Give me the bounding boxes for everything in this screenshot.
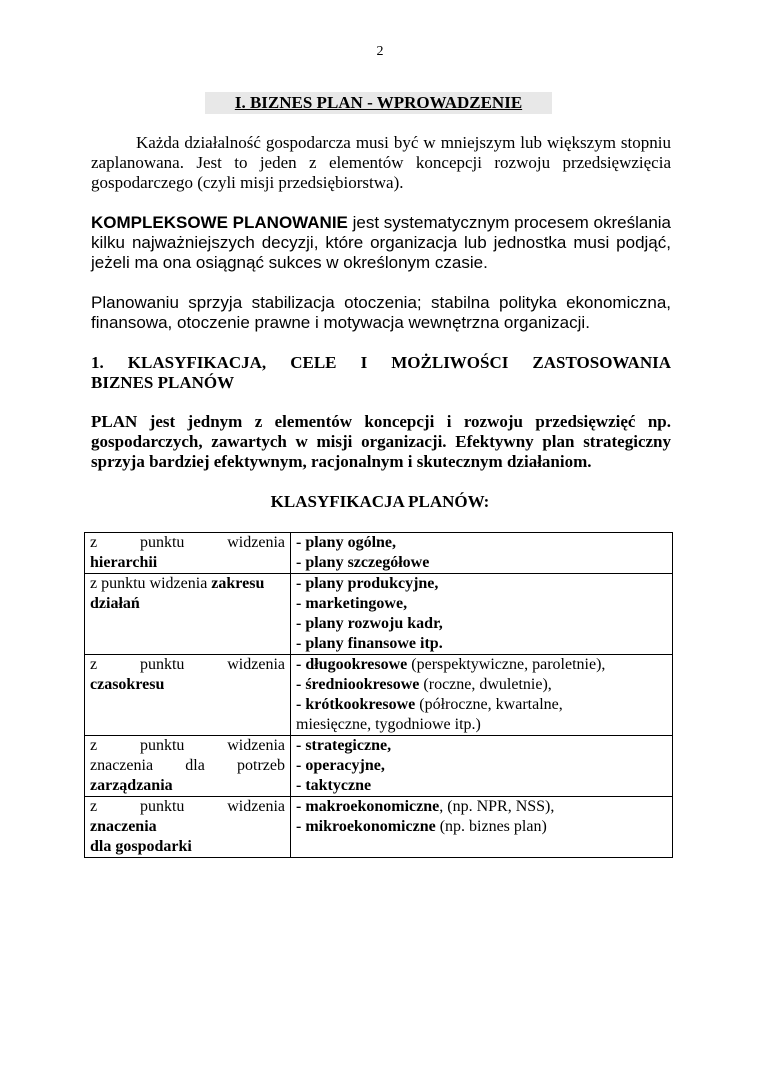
plan-type-item: - plany ogólne, [296,534,397,551]
plan-type-item: - mikroekonomiczne (np. biznes plan) [296,818,547,835]
row-criterion [85,574,291,655]
table-row [85,533,673,574]
planning-term: KOMPLEKSOWE PLANOWANIE [91,213,348,232]
plan-type-item: - plany szczegółowe [296,554,430,571]
criterion-bold: znaczenia [90,818,157,835]
plan-type-item: - plany produkcyjne, [296,575,439,592]
criterion-bold: zarządzania [90,777,173,794]
planning-text: jest systematycznym procesem określania kilku najważniejszych decyzji, które organizacja lub jednostka musi podjąć, jeżeli ma ona osiągnąć sukces w określonym czasie. [91,213,672,272]
plan-type-item: - długookresowe (perspektywiczne, paroletnie), [296,656,606,673]
row-criterion [85,736,291,797]
planning-paragraph [91,213,671,273]
criterion-word: dla [185,757,205,774]
page-title: I. BIZNES PLAN - WPROWADZENIE [205,92,552,114]
plan-type-item: - operacyjne, [296,757,385,774]
plan-type-item: - strategiczne, [296,737,392,754]
criterion-word: widzenia [227,737,285,754]
plan-type-item: - krótkookresowe (półroczne, kwartalne, [296,696,563,713]
criterion-word: punktu [139,534,185,551]
criterion-word: widzenia [227,534,285,551]
criterion-bold: zakresu [211,575,265,592]
table-row [85,574,673,655]
criterion-word: punktu [139,798,185,815]
criterion-word: punktu [139,737,185,754]
criterion-word: widzenia [227,656,285,673]
criterion-text: z punktu widzenia [90,575,212,592]
plan-type-item: - plany rozwoju kadr, [296,615,443,632]
criterion-word: z [90,534,98,551]
page-number: 2 [376,44,384,59]
row-plan-types [291,533,673,574]
classification-table [84,532,673,858]
table-row [85,655,673,736]
criterion-word: z [90,798,98,815]
row-plan-types [291,736,673,797]
row-criterion [85,533,291,574]
criterion-bold: czasokresu [90,676,165,693]
table-row [85,797,673,858]
criterion-word: widzenia [227,798,285,815]
criterion-bold: dla gospodarki [90,838,192,855]
plan-type-item: - plany finansowe itp. [296,635,443,652]
plan-definition-paragraph: PLAN jest jednym z elementów koncepcji i rozwoju przedsięwzięć np. gospodarczych, zawartych w misji organizacji. Efektywny plan strategiczny sprzyja bardziej efektywnym, racjonalnym i skutecznym działaniom. [91,412,671,471]
row-plan-types [291,574,673,655]
criterion-word: z [90,656,98,673]
section-heading-line1: 1. KLASYFIKACJA, CELE I MOŻLIWOŚCI ZASTOSOWANIA [91,353,671,372]
criterion-word: z [90,737,98,754]
table-title: KLASYFIKACJA PLANÓW: [270,492,490,511]
stabilization-paragraph: Planowaniu sprzyja stabilizacja otoczenia; stabilna polityka ekonomiczna, finansowa, otoczenie prawne i motywacja wewnętrzna organizacji. [91,293,671,332]
row-criterion [85,797,291,858]
plan-type-item: - średniookresowe (roczne, dwuletnie), [296,676,552,693]
row-plan-types [291,655,673,736]
criterion-bold: działań [90,595,140,612]
table-row [85,736,673,797]
intro-paragraph: Każda działalność gospodarcza musi być w mniejszym lub większym stopniu zaplanowana. Jest to jeden z elementów koncepcji rozwoju przedsięwzięcia gospodarczego (czyli misji przedsiębiorstwa). [91,133,671,192]
plan-type-item: - marketingowe, [296,595,408,612]
plan-type-item: miesięczne, tygodniowe itp.) [296,716,481,733]
criterion-word: potrzeb [237,757,285,774]
row-plan-types [291,797,673,858]
criterion-bold: hierarchii [90,554,158,571]
criterion-word: punktu [139,656,185,673]
plan-type-item: - makroekonomiczne, (np. NPR, NSS), [296,798,555,815]
row-criterion [85,655,291,736]
plan-type-item: - taktyczne [296,777,372,794]
criterion-word: znaczenia [90,757,154,774]
section-heading-line2: BIZNES PLANÓW [91,373,235,392]
